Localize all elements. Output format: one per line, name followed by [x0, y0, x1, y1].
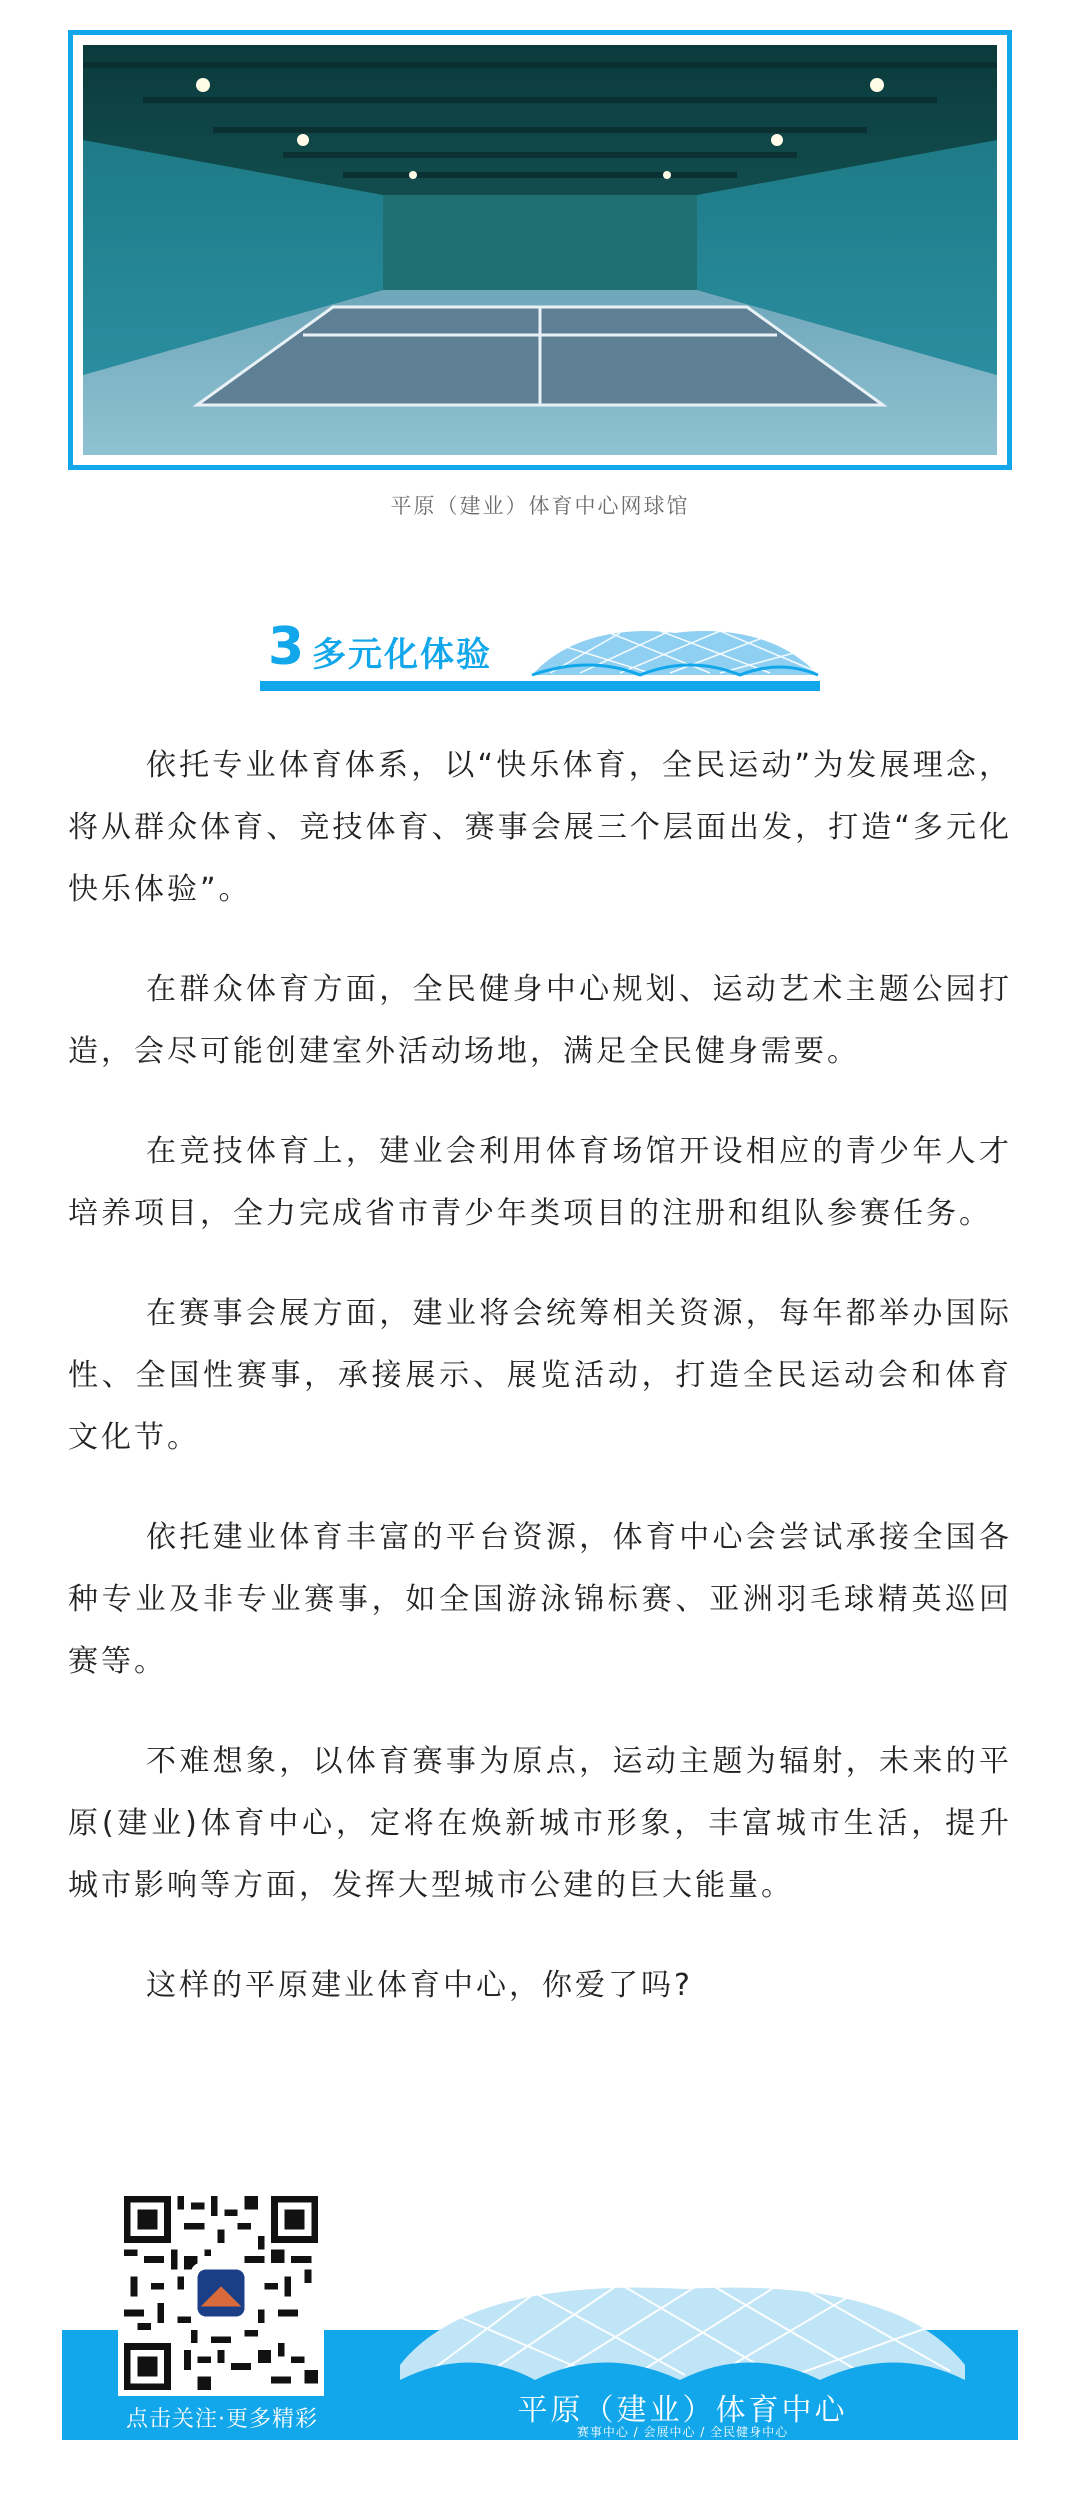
section-header — [260, 615, 820, 691]
tennis-hall-illustration — [83, 45, 997, 455]
paragraph-mass-sports: 在群众体育方面，全民健身中心规划、运动艺术主题公园打造，会尽可能创建室外活动场地，满足全民健身需要。 — [68, 972, 1012, 1069]
paragraph-competitive-sports: 在竞技体育上，建业会利用体育场馆开设相应的青少年人才培养项目，全力完成省市青少年类项目的注册和组队参赛任务。 — [68, 1134, 1012, 1231]
tennis-hall-photo-frame — [68, 30, 1012, 470]
paragraph-platform-resources: 依托建业体育丰富的平台资源，体育中心会尝试承接全国各种专业及非专业赛事，如全国游泳锦标赛、亚洲羽毛球精英巡回赛等。 — [68, 1520, 1012, 1679]
stadium-footer-icon — [395, 2275, 970, 2385]
paragraph-events-exhibitions: 在赛事会展方面，建业将会统筹相关资源，每年都举办国际性、全国性赛事，承接展示、展览活动，打造全民运动会和体育文化节。 — [68, 1296, 1012, 1455]
qr-code[interactable] — [118, 2190, 324, 2396]
section-title: 多元化体验 — [312, 635, 492, 675]
stadium-decoration-icon — [530, 625, 820, 681]
tennis-hall-photo[interactable] — [83, 45, 997, 455]
qr-caption: 点击关注·更多精彩 — [126, 2407, 318, 2432]
paragraph-concept: 依托专业体育体系，以“快乐体育，全民运动”为发展理念，将从群众体育、竞技体育、赛事会展三个层面出发，打造“多元化快乐体验”。 — [68, 748, 1012, 907]
article-body — [68, 735, 1012, 2055]
organization-name: 平原（建业）体育中心 — [517, 2393, 848, 2428]
paragraph-future-vision: 不难想象，以体育赛事为原点，运动主题为辐射，未来的平原(建业)体育中心，定将在焕新城市形象，丰富城市生活，提升城市影响等方面，发挥大型城市公建的巨大能量。 — [68, 1744, 1012, 1903]
section-number: 3 — [268, 617, 305, 677]
footer-banner — [0, 2180, 1080, 2460]
section-underline — [260, 681, 820, 691]
organization-subtitle: 赛事中心 / 会展中心 / 全民健身中心 — [576, 2425, 789, 2439]
qr-code-icon — [124, 2196, 318, 2390]
paragraph-closing-question: 这样的平原建业体育中心，你爱了吗? — [146, 1968, 693, 2003]
photo-caption: 平原（建业）体育中心网球馆 — [390, 494, 690, 518]
